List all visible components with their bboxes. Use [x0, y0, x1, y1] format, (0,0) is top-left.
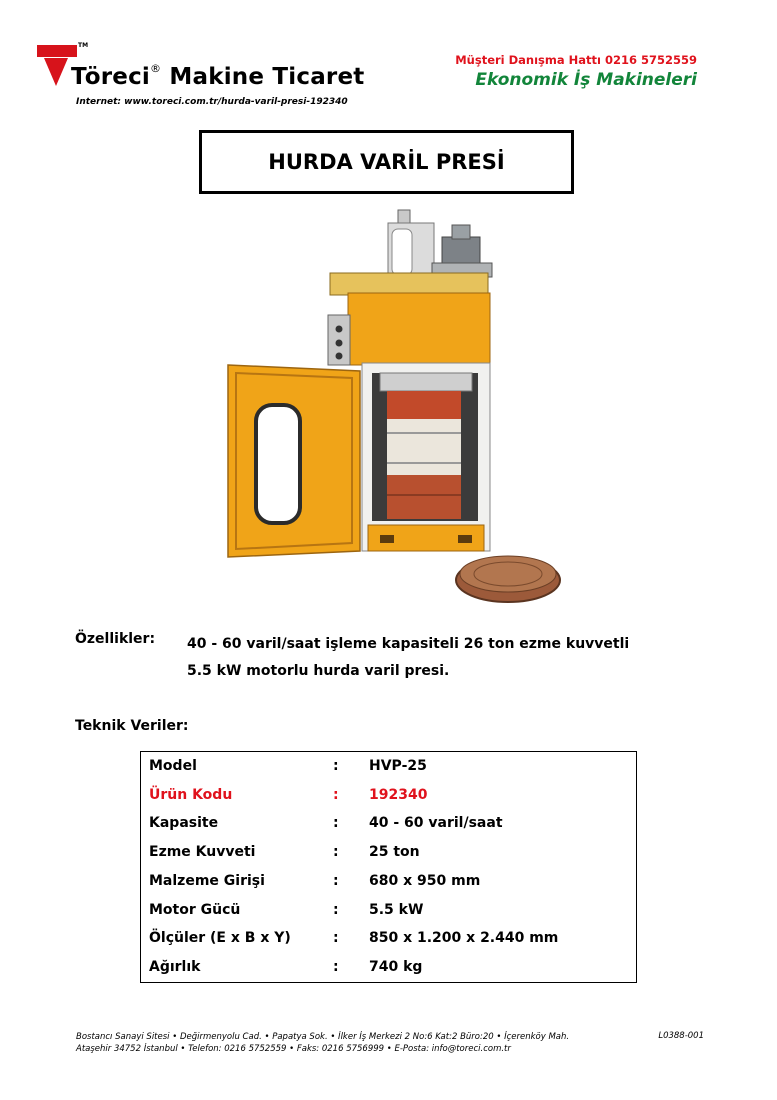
spec-sep: : [333, 758, 339, 774]
spec-key: Malzeme Girişi [149, 873, 265, 889]
technical-data-title: Teknik Veriler: [75, 718, 189, 734]
spec-row-model [141, 754, 636, 783]
footer-address [76, 1031, 569, 1055]
features-line-2: 5.5 kW motorlu hurda varil presi. [187, 663, 450, 679]
spec-table [140, 751, 637, 983]
logo-bar [37, 45, 77, 57]
spec-key: Ağırlık [149, 959, 201, 975]
spec-row-weight [141, 955, 636, 984]
spec-value: 850 x 1.200 x 2.440 mm [369, 930, 559, 946]
spec-value: 40 - 60 varil/saat [369, 815, 503, 831]
features-label: Özellikler: [75, 631, 156, 647]
spec-sep: : [333, 902, 339, 918]
spec-value: 680 x 950 mm [369, 873, 481, 889]
spec-row-crush-force [141, 840, 636, 869]
spec-sep: : [333, 959, 339, 975]
spec-sep: : [333, 787, 339, 803]
logo-t-shape [44, 58, 68, 86]
trademark-mark: TM [78, 42, 89, 49]
spec-row-product-code [141, 783, 636, 812]
spec-key: Model [149, 758, 197, 774]
spec-row-dimensions [141, 926, 636, 955]
spec-row-capacity [141, 811, 636, 840]
page-title: HURDA VARİL PRESİ [268, 150, 505, 174]
footer-line-1: Bostancı Sanayi Sitesi • Değirmenyolu Cad. • Papatya Sok. • İlker İş Merkezi 2 No:6 Kat:2 Büro:20 • İçerenköy Mah. [76, 1032, 570, 1042]
spec-key: Motor Gücü [149, 902, 241, 918]
spec-value: 25 ton [369, 844, 420, 860]
slogan: Ekonomik İş Makineleri [475, 70, 697, 90]
features-text [187, 631, 707, 685]
spec-key: Ürün Kodu [149, 787, 233, 803]
spec-value: 5.5 kW [369, 902, 424, 918]
spec-sep: : [333, 873, 339, 889]
company-name-first: Töreci [71, 64, 150, 90]
website-url: Internet: www.toreci.com.tr/hurda-varil-presi-192340 [76, 97, 348, 107]
scrap-drum-press-image [220, 205, 570, 610]
spec-value: HVP-25 [369, 758, 427, 774]
spec-value: 740 kg [369, 959, 423, 975]
footer-line-2: Ataşehir 34752 İstanbul • Telefon: 0216 5752559 • Faks: 0216 5756999 • E-Posta: info@toreci.com.tr [76, 1044, 511, 1054]
spec-row-motor-power [141, 898, 636, 927]
spec-sep: : [333, 930, 339, 946]
company-name-rest: Makine Ticaret [169, 64, 365, 90]
spec-key: Ölçüler (E x B x Y) [149, 930, 291, 946]
registered-mark: ® [150, 62, 162, 75]
spec-value: 192340 [369, 787, 428, 803]
company-name [71, 64, 364, 90]
features-line-1: 40 - 60 varil/saat işleme kapasiteli 26 ton ezme kuvvetli [187, 636, 630, 652]
document-code: L0388-001 [658, 1031, 704, 1041]
spec-row-material-input [141, 869, 636, 898]
spec-sep: : [333, 844, 339, 860]
customer-hotline: Müşteri Danışma Hattı 0216 5752559 [455, 53, 697, 67]
title-box [199, 130, 574, 194]
spec-sep: : [333, 815, 339, 831]
spec-key: Kapasite [149, 815, 219, 831]
spec-key: Ezme Kuvveti [149, 844, 256, 860]
